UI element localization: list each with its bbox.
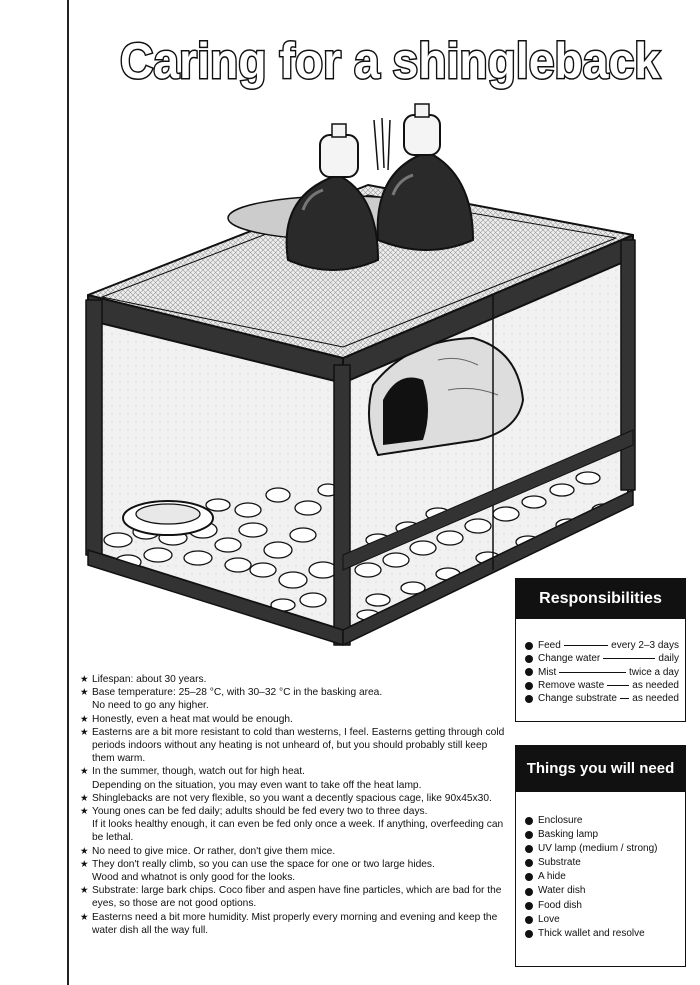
needed-item-label: Substrate <box>538 857 581 869</box>
bullet-dot-icon <box>525 888 533 896</box>
bullet-dot-icon <box>525 859 533 867</box>
responsibility-item <box>525 666 679 679</box>
needed-item-label: Love <box>538 913 560 925</box>
bullet-dot-icon <box>525 902 533 910</box>
needed-item-label: Water dish <box>538 885 586 897</box>
needed-item <box>525 899 679 913</box>
leader-line <box>559 672 626 673</box>
needed-item <box>525 814 679 828</box>
responsibilities-box <box>515 578 686 722</box>
care-note: ★ They don't really climb, so you can use the space for one or two large hides. Wood and whatnot is only good for the looks. <box>80 858 512 884</box>
care-note: ★ In the summer, though, watch out for high heat. Depending on the situation, you may even want to take off the heat lamp. <box>80 765 512 791</box>
needed-item <box>525 842 679 856</box>
care-note: ★ Easterns need a bit more humidity. Mist properly every morning and evening and keep the water dish all the way full. <box>80 911 512 937</box>
bullet-dot-icon <box>525 682 533 690</box>
leader-line <box>564 645 608 646</box>
leader-line <box>607 685 629 686</box>
responsibility-task: Feed <box>538 640 561 651</box>
care-note: ★ Base temperature: 25–28 °C, with 30–32 °C in the basking area. No need to go any higher. <box>80 686 512 712</box>
needed-item <box>525 856 679 870</box>
bullet-dot-icon <box>525 845 533 853</box>
needed-item <box>525 927 679 941</box>
needed-item-label: Food dish <box>538 899 582 911</box>
leader-line <box>620 698 629 699</box>
responsibility-frequency: as needed <box>632 693 679 705</box>
care-note: ★ Substrate: large bark chips. Coco fiber and aspen have fine particles, which are bad for the eyes, so those are not good options. <box>80 884 512 910</box>
bullet-dot-icon <box>525 831 533 839</box>
responsibility-frequency: as needed <box>632 679 679 691</box>
needed-item-label: Enclosure <box>538 815 583 826</box>
page-title <box>110 18 670 98</box>
bullet-dot-icon <box>525 916 533 924</box>
bullet-dot-icon <box>525 655 533 663</box>
terrarium-illustration <box>78 100 643 660</box>
page-title-art <box>110 18 670 98</box>
care-note: ★ Easterns are a bit more resistant to cold than westerns, I feel. Easterns getting through cold periods indoors without any heating is not unheard of, but you should probably still keep them warm. <box>80 726 512 766</box>
bullet-dot-icon <box>525 873 533 881</box>
page-title-text: Caring for a shingleback <box>120 33 661 89</box>
needed-item-label: A hide <box>538 871 566 883</box>
care-note: ★ Honestly, even a heat mat would be enough. <box>80 713 512 726</box>
responsibilities-heading: Responsibilities <box>516 579 685 619</box>
care-notes-list <box>80 673 512 937</box>
responsibility-task: Change substrate <box>538 693 617 705</box>
needed-item <box>525 870 679 884</box>
needed-item-label: Basking lamp <box>538 829 599 841</box>
things-needed-box <box>515 745 686 967</box>
things-needed-heading: Things you will need <box>516 746 685 792</box>
responsibility-frequency: twice a day <box>628 666 679 678</box>
bullet-dot-icon <box>525 695 533 703</box>
responsibility-task: Remove waste <box>538 679 605 691</box>
needed-item-label: Thick wallet and resolve <box>538 927 645 939</box>
responsibility-item <box>525 679 679 692</box>
care-note: ★ Young ones can be fed daily; adults should be fed every two to three days. If it looks healthy enough, it can even be fed only once a week. If anything, overfeeding can be lethal. <box>80 805 512 845</box>
page-margin-line <box>67 0 69 985</box>
responsibility-frequency: every 2–3 days <box>611 640 679 651</box>
needed-item-label: UV lamp (medium / strong) <box>538 843 658 855</box>
responsibility-frequency: daily <box>658 653 679 665</box>
care-note: ★ Shinglebacks are not very flexible, so you want a decently spacious cage, like 90x45x30. <box>80 792 512 805</box>
care-note: ★ Lifespan: about 30 years. <box>80 673 512 686</box>
responsibility-task: Mist <box>538 666 557 678</box>
bullet-dot-icon <box>525 668 533 676</box>
things-needed-list <box>516 814 685 941</box>
care-note: ★ No need to give mice. Or rather, don't give them mice. <box>80 845 512 858</box>
bullet-dot-icon <box>525 930 533 938</box>
responsibility-item <box>525 692 679 705</box>
needed-item <box>525 884 679 898</box>
responsibility-item <box>525 639 679 652</box>
needed-item <box>525 828 679 842</box>
responsibility-item <box>525 652 679 665</box>
leader-line <box>603 658 655 659</box>
bullet-dot-icon <box>525 642 533 650</box>
responsibility-task: Change water <box>538 653 601 665</box>
responsibilities-list <box>516 639 685 705</box>
bullet-dot-icon <box>525 817 533 825</box>
needed-item <box>525 913 679 927</box>
water-dish <box>123 501 213 535</box>
